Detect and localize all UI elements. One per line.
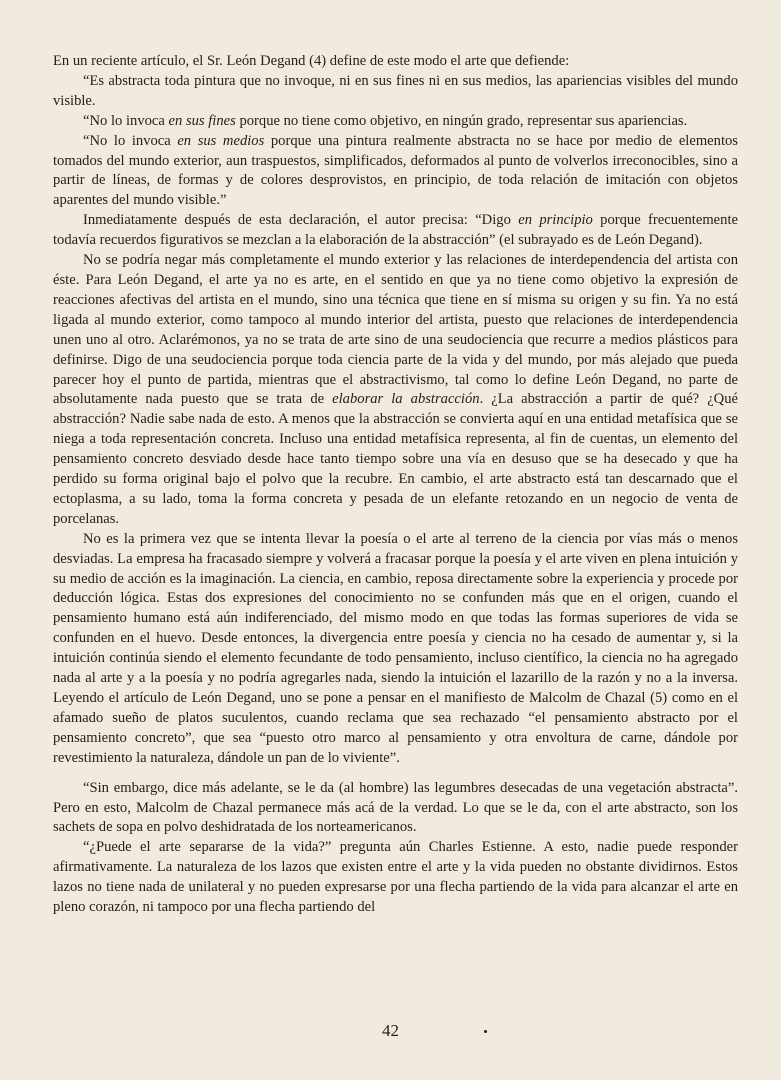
paragraph — [53, 251, 738, 530]
paragraph — [53, 112, 738, 132]
paragraph-text: No se podría negar más completamente el mundo exterior y las relaciones de interdependencia del artista con éste. Para León Degand, el arte ya no es arte, en el sentido en que ya no tiene como objetivo la expresión de reacciones afectivas del artista en el mundo, sino una técnica que tiene en sí misma su origen y su fin. Ya no está ligada al mundo exterior, como tampoco al mundo interior del artista, puesto que relaciones de interdependencia unen uno al otro. Aclarémonos, ya no se trata de arte sino de una seudociencia que recurre a medios plásticos para definirse. Digo de una seudociencia porque toda ciencia parte de la vida y del mundo, por más alejado que pueda parecer hoy el punto de partida, mientras que el abstractivismo, tal como lo define León Degand, no parte de absolutamente nada puesto que se trata de — [53, 252, 738, 408]
paragraph — [53, 838, 738, 918]
paragraph-text: “No lo invoca — [83, 132, 178, 149]
page-number: 42 — [382, 1021, 399, 1040]
paragraph-text: . ¿La abstracción a partir de qué? ¿Qué abstracción? Nadie sabe nada de esto. A menos que la abstracción se convierta aquí en una entidad metafísica que se niega a toda representación concreta. Incluso una entidad metafísica representa, al fin de cuentas, un elemento del pensamiento concreto desviado desde hace tanto tiempo sobre una vía en desuso que se ha desecado y que ha perdido su forma original bajo el polvo que la recubre. En cambio, el arte abstracto está tan descarnado que el ectoplasma, a su lado, toma la forma concreta y pesada de un elefante retozando en un negocio de venta de porcelanas. — [53, 391, 738, 527]
paragraph-text: “Es abstracta toda pintura que no invoque, ni en sus fines ni en sus medios, las apariencias visibles del mundo visible. — [53, 72, 738, 109]
ink-speck — [484, 1030, 487, 1033]
article-body — [53, 52, 738, 918]
italic-text: en sus medios — [177, 132, 265, 149]
italic-text: elaborar la abstracción — [332, 391, 480, 408]
paragraph — [53, 52, 738, 72]
paragraph-text: En un reciente artículo, el Sr. León Degand (4) define de este modo el arte que defiende: — [53, 53, 570, 69]
paragraph — [53, 72, 738, 112]
paragraph-text: “¿Puede el arte separarse de la vida?” pregunta aún Charles Estienne. A esto, nadie puede responder afirmativamente. La naturaleza de los lazos que existen entre el arte y la vida pueden no obstante dividirnos. Estos lazos no tiene nada de unilateral y no pueden expresarse por una flecha partiendo de la vida para alcanzar el arte en pleno corazón, ni tampoco por una flecha partiendo del — [53, 839, 738, 916]
paragraph-text: No es la primera vez que se intenta llevar la poesía o el arte al terreno de la ciencia por vías más o menos desviadas. La empresa ha fracasado siempre y volverá a fracasar porque la poesía y el arte viven en plena intuición y su medio de acción es la imaginación. La ciencia, en cambio, reposa directamente sobre la experiencia y procede por deducción lógica. Estas dos expresiones del conocimiento no se confunden más que en el origen, cuando el pensamiento humano está aún indiferenciado, del mismo modo en que todas las formas superiores de vida se confunden en el huevo. Desde entonces, la divergencia entre poesía y ciencia no ha cesado de aumentar y, si la intuición continúa siendo el elemento fecundante de todo pensamiento, incluso científico, la ciencia no ha agregado nada al arte y a la poesía y no podría agregarles nada, siendo la intuición el lazarillo de la razón y no a la inversa. Leyendo el artículo de León Degand, uno se pone a pensar en el manifiesto de Malcolm de Chazal (5) como en el afamado sueño de platos suculentos, cuando reclama que sea rechazado “el pensamiento abstracto por el pensamiento concreto”, que sea “puesto otro marco al pensamiento y otra envoltura de carne, dándole por revestimiento la naturaleza, dándole un pan de lo viviente”. — [53, 530, 738, 766]
paragraph-text: porque una pintura realmente abstracta no se hace por medio de elementos tomados del mundo exterior, aun traspuestos, simplificados, deformados al punto de volverlos irreconocibles, sino a partir de líneas, de formas y de colores desprovistos, en principio, de toda relación de imitación con objetos aparentes del mundo visible.” — [53, 132, 738, 209]
paragraph — [53, 530, 738, 769]
paragraph-text: Inmediatamente después de esta declaración, el autor precisa: “Digo — [83, 212, 519, 229]
paragraph — [53, 211, 738, 251]
italic-text: en principio — [518, 212, 593, 229]
paragraph-text: “No lo invoca — [83, 112, 169, 129]
paragraph — [53, 132, 738, 212]
italic-text: en sus fines — [168, 112, 236, 129]
paragraph-text: porque no tiene como objetivo, en ningún grado, representar sus apariencias. — [235, 112, 688, 129]
paragraph-text: porque frecuentemente todavía recuerdos figurativos se mezclan a la elaboración de la abstracción” (el subrayado es de León Degand). — [53, 212, 738, 249]
paragraph — [53, 779, 738, 839]
paragraph-text: “Sin embargo, dice más adelante, se le da (al hombre) las legumbres desecadas de una vegetación abstracta”. Pero en esto, Malcolm de Chazal permanece más acá de la verdad. Lo que se le da, con el arte abstracto, son los sachets de sopa en polvo deshidratada de los norteamericanos. — [53, 779, 738, 836]
